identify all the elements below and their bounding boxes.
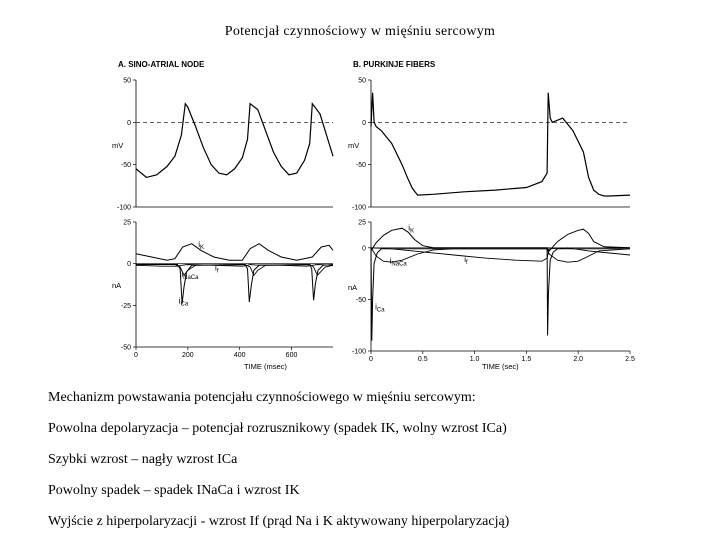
series-line-ica	[371, 248, 630, 341]
y-tick-label: -25	[120, 302, 131, 310]
series-line-ica	[136, 265, 333, 304]
chart-b	[348, 60, 635, 371]
y-axis-label-b-voltage: mV	[348, 141, 360, 150]
y-tick-label: 0	[127, 119, 131, 127]
panel-b-voltage	[348, 78, 630, 212]
y-tick-label: 25	[123, 219, 131, 227]
note-heading: Mechanizm powstawania potencjału czynnościowego w mięśniu sercowym:	[48, 390, 476, 405]
note-item: Powolny spadek – spadek INaCa i wzrost IK	[48, 483, 300, 498]
page-title: Potencjał czynnościowy w mięśniu sercowym	[224, 24, 496, 39]
x-axis-label-a: TIME (msec)	[244, 362, 287, 371]
x-tick-label: 0	[134, 352, 138, 359]
x-tick-label: 200	[181, 352, 194, 359]
x-tick-label: 600	[285, 352, 298, 359]
curve-label-naca: $i_{NaCa}$	[389, 256, 407, 268]
curve-label-f: $i_f$	[464, 255, 468, 267]
x-tick-label: 1.5	[521, 356, 532, 363]
y-tick-label: 0	[362, 119, 366, 127]
note-item: Powolna depolaryzacja – potencjał rozrusznikowy (spadek IK, wolny wzrost ICa)	[48, 421, 507, 436]
x-tick-label: 400	[233, 352, 246, 359]
x-tick-label: 0	[369, 356, 373, 363]
y-tick-label: 25	[358, 219, 366, 227]
curve-label-naca: $i_{NaCa}$	[181, 270, 199, 281]
x-tick-label: 1.0	[469, 356, 480, 363]
y-axis-label-b-current: nA	[348, 283, 358, 292]
panel-title-b: B. PURKINJE FIBERS	[353, 60, 436, 69]
curve-label-k: $i_K$	[198, 240, 205, 251]
y-tick-label: 50	[123, 77, 131, 85]
series-line-ik	[136, 244, 333, 261]
y-tick-label: -50	[355, 296, 366, 304]
x-tick-label: 2.0	[573, 356, 584, 363]
chart-a	[112, 60, 333, 371]
y-tick-label: 50	[358, 77, 366, 85]
y-tick-label: 0	[362, 245, 366, 253]
x-tick-label: 2.5	[625, 356, 635, 363]
series-line-purkinje-potential	[371, 93, 630, 196]
curve-label-f: $i_f$	[215, 263, 219, 275]
y-axis-label-a-current: nA	[112, 281, 122, 290]
curve-label-ca: $i_{Ca}$	[178, 296, 189, 308]
y-tick-label: -100	[351, 204, 366, 212]
note-item: Szybki wzrost – nagły wzrost ICa	[48, 452, 238, 467]
y-tick-label: -50	[120, 344, 131, 352]
y-tick-label: -50	[355, 162, 366, 170]
y-tick-label: -100	[116, 204, 131, 212]
panel-a-current	[112, 220, 333, 352]
panel-b-current	[348, 220, 630, 356]
notes-section	[48, 390, 708, 545]
series-line-sa-potential	[136, 104, 333, 178]
curve-label-k: $i_K$	[408, 223, 415, 235]
x-axis-label-b: TIME (sec)	[482, 362, 519, 371]
panel-title-a: A. SINO-ATRIAL NODE	[118, 60, 205, 69]
panel-a-voltage	[112, 78, 333, 212]
y-tick-label: -50	[120, 162, 131, 170]
y-tick-label: -100	[351, 348, 366, 356]
y-axis-label-a-voltage: mV	[112, 141, 124, 150]
series-line-inaca	[371, 248, 630, 262]
curve-label-ca: $i_{Ca}$	[375, 302, 385, 314]
x-tick-label: 0.5	[417, 356, 428, 363]
y-tick-label: 0	[127, 261, 131, 269]
note-item: Wyjście z hiperpolaryzacji - wzrost If (prąd Na i K aktywowany hiperpolaryzacją)	[48, 514, 510, 529]
